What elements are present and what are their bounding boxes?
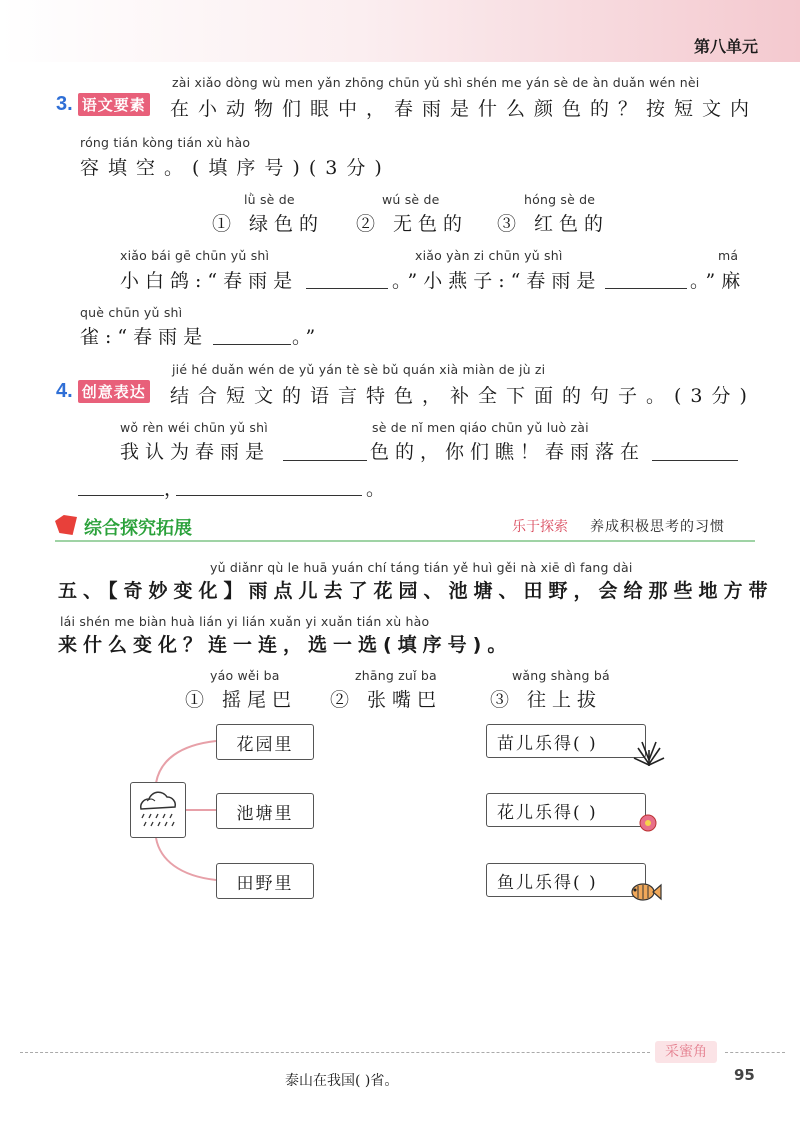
connector-tianye xyxy=(156,838,216,880)
q5-option1: ① 摇尾巴 xyxy=(185,689,298,711)
q5-option1-pinyin: yáo wěi ba xyxy=(210,668,280,683)
q3-option2-pinyin: wú sè de xyxy=(382,192,440,207)
q3-line4-text-a: 雀:“春雨是 xyxy=(80,326,209,348)
box-tianye[interactable]: 田野里 xyxy=(216,863,314,899)
q3-number: 3. xyxy=(56,93,73,115)
q3-line1-text: 在小动物们眼中，春雨是什么颜色的？按短文内 xyxy=(170,98,759,120)
q4-line2-pinyin-a: wǒ rèn wéi chūn yǔ shì xyxy=(120,420,268,435)
q4-line1-pinyin: jié hé duǎn wén de yǔ yán tè sè bǔ quán xià miàn de jù zi xyxy=(172,362,546,377)
q3-line2-pinyin: róng tián kòng tián xù hào xyxy=(80,135,251,150)
q4-period: 。 xyxy=(366,478,395,500)
q3-line3-text-a: 小白鸽:“春雨是 xyxy=(120,270,299,292)
q3-line1-pinyin: zài xiǎo dòng wù men yǎn zhōng chūn yǔ shì shén me yán sè de àn duǎn wén nèi xyxy=(172,75,700,90)
section-title: 综合探究拓展 xyxy=(84,518,192,539)
q4-tag: 创意表达 xyxy=(78,380,150,403)
q5-line1-pinyin: yǔ diǎnr qù le huā yuán chí táng tián yě huì gěi nà xiē dì fang dài xyxy=(210,560,633,575)
section-subtitle: 养成积极思考的习惯 xyxy=(590,519,725,535)
flower-icon xyxy=(636,812,660,834)
box-miao[interactable]: 苗儿乐得( ) xyxy=(486,724,646,758)
footer-divider-left xyxy=(20,1052,650,1053)
fish-icon xyxy=(628,878,662,906)
q5-line1-text: 五、【奇妙变化】雨点儿去了花园、池塘、田野，会给那些地方带 xyxy=(58,580,774,602)
footer-divider-right xyxy=(725,1052,785,1053)
page-number: 95 xyxy=(734,1066,755,1084)
q5-line2-text: 来什么变化？连一连，选一选(填序号)。 xyxy=(58,634,513,656)
q3-option3-pinyin: hóng sè de xyxy=(524,192,596,207)
rain-cloud-icon xyxy=(130,782,186,838)
q3-line3-text-c: 。”麻 xyxy=(690,270,747,292)
q5-option3: ③ 往上拔 xyxy=(490,689,603,711)
q3-line4-text-b: 。” xyxy=(292,326,320,348)
q4-comma: ， xyxy=(164,478,193,500)
q4-number: 4. xyxy=(56,380,73,402)
box-hua[interactable]: 花儿乐得( ) xyxy=(486,793,646,827)
q3-option3: ③ 红色的 xyxy=(497,213,610,235)
footer-corner-tag: 采蜜角 xyxy=(655,1041,717,1063)
q5-option3-pinyin: wǎng shàng bá xyxy=(512,668,610,683)
box-yu[interactable]: 鱼儿乐得( ) xyxy=(486,863,646,897)
q3-line3-pinyin-c: má xyxy=(718,248,739,263)
q5-line2-pinyin: lái shén me biàn huà lián yi lián xuǎn yi xuǎn tián xù hào xyxy=(60,614,430,629)
q5-option2: ② 张嘴巴 xyxy=(330,689,443,711)
box-chitang[interactable]: 池塘里 xyxy=(216,793,314,829)
q3-line3-pinyin-a: xiǎo bái gē chūn yǔ shì xyxy=(120,248,270,263)
q3-option2: ② 无色的 xyxy=(356,213,469,235)
q4-line2-text-a: 我认为春雨是 xyxy=(120,441,271,463)
seedling-icon xyxy=(632,738,666,768)
q4-line2-text-b: 色的，你们瞧！春雨落在 xyxy=(370,441,646,463)
q4-line2-pinyin-b: sè de nǐ men qiáo chūn yǔ luò zài xyxy=(372,420,589,435)
q5-option2-pinyin: zhāng zuǐ ba xyxy=(355,668,437,683)
unit-title: 第八单元 xyxy=(693,37,758,56)
q3-option1: ① 绿色的 xyxy=(212,213,325,235)
q4-line1-text: 结合短文的语言特色，补全下面的句子。(3分) xyxy=(170,385,756,407)
q3-tag: 语文要素 xyxy=(78,93,150,116)
box-huayuan[interactable]: 花园里 xyxy=(216,724,314,760)
q3-option1-pinyin: lǜ sè de xyxy=(244,192,295,207)
footer-text: 泰山在我国( )省。 xyxy=(285,1073,399,1089)
q3-line2-text: 容填空。(填序号)(3分) xyxy=(80,157,391,179)
section-tag: 乐于探索 xyxy=(512,519,568,535)
connector-huayuan xyxy=(156,741,216,783)
q3-line3-text-b: 。”小燕子:“春雨是 xyxy=(392,270,602,292)
q3-line4-pinyin: què chūn yǔ shì xyxy=(80,305,183,320)
q3-line3-pinyin-b: xiǎo yàn zi chūn yǔ shì xyxy=(415,248,563,263)
